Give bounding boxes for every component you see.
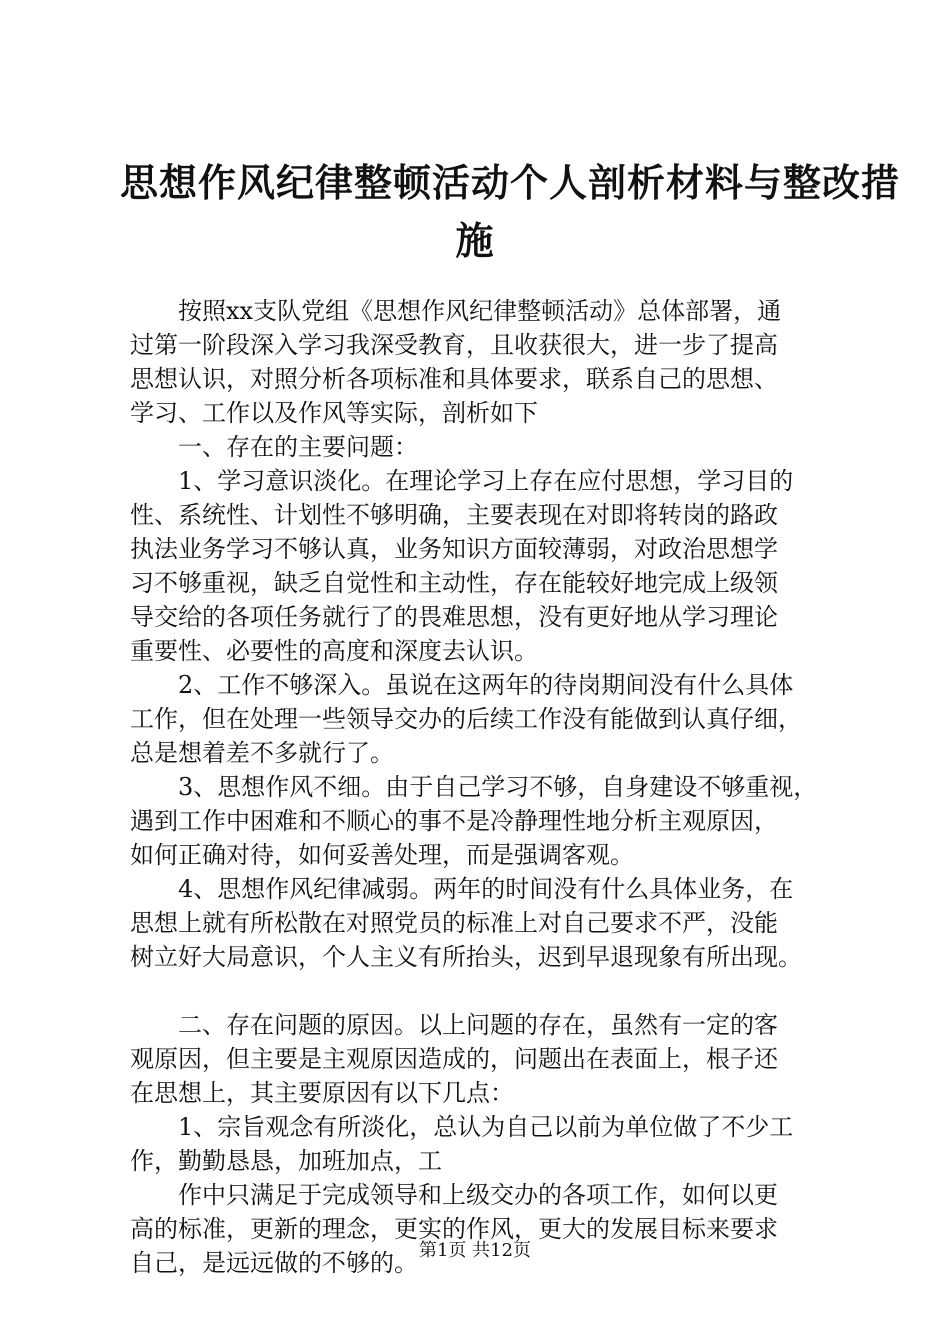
body-line: 如何正确对待，如何妥善处理，而是强调客观。 <box>130 841 634 869</box>
body-line: 4、思想作风纪律减弱。两年的时间没有什么具体业务，在 <box>130 875 794 903</box>
body-line: 过第一阶段深入学习我深受教育，且收获很大，进一步了提高 <box>130 331 778 359</box>
body-line: 树立好大局意识，个人主义有所抬头，迟到早退现象有所出现。 <box>130 943 802 971</box>
body-line: 在思想上，其主要原因有以下几点： <box>130 1079 514 1107</box>
body-line: 导交给的各项任务就行了的畏难思想，没有更好地从学习理论 <box>130 603 778 631</box>
body-line: 工作，但在处理一些领导交办的后续工作没有能做到认真仔细， <box>130 705 802 733</box>
page-number-footer: 第1页 共12页 <box>418 1240 532 1261</box>
body-line: 高的标准，更新的理念，更实的作风，更大的发展目标来要求 <box>130 1215 778 1243</box>
body-line: 1、学习意识淡化。在理论学习上存在应付思想，学习目的 <box>130 467 794 495</box>
body-line: 总是想着差不多就行了。 <box>130 739 394 767</box>
blank-line <box>130 974 830 1008</box>
body-line: 自己，是远远做的不够的。 <box>130 1249 418 1277</box>
body-line: 2、工作不够深入。虽说在这两年的待岗期间没有什么具体 <box>130 671 794 699</box>
body-line: 执法业务学习不够认真，业务知识方面较薄弱，对政治思想学 <box>130 535 778 563</box>
body-line: 学习、工作以及作风等实际，剖析如下 <box>130 399 538 427</box>
body-line: 思想上就有所松散在对照党员的标准上对自己要求不严，没能 <box>130 909 778 937</box>
body-line: 性、系统性、计划性不够明确，主要表现在对即将转岗的路政 <box>130 501 778 529</box>
document-body <box>130 294 830 1280</box>
body-line: 重要性、必要性的高度和深度去认识。 <box>130 637 538 665</box>
body-line: 3、思想作风不细。由于自己学习不够，自身建设不够重视， <box>130 773 818 801</box>
body-line: 作中只满足于完成领导和上级交办的各项工作，如何以更 <box>130 1181 778 1209</box>
body-line: 思想认识，对照分析各项标准和具体要求，联系自己的思想、 <box>130 365 778 393</box>
body-line: 作，勤勤恳恳，加班加点，工 <box>130 1147 442 1175</box>
body-line: 习不够重视，缺乏自觉性和主动性，存在能较好地完成上级领 <box>130 569 778 597</box>
document-title-line-1: 思想作风纪律整顿活动个人剖析材料与整改措 <box>120 160 901 205</box>
body-line: 按照xx支队党组《思想作风纪律整顿活动》总体部署，通 <box>130 297 782 325</box>
body-line: 1、宗旨观念有所淡化，总认为自己以前为单位做了不少工 <box>130 1113 794 1141</box>
body-line: 遇到工作中困难和不顺心的事不是冷静理性地分析主观原因， <box>130 807 778 835</box>
body-line: 观原因，但主要是主观原因造成的，问题出在表面上，根子还 <box>130 1045 778 1073</box>
section-heading: 二、存在问题的原因。以上问题的存在，虽然有一定的客 <box>130 1011 778 1039</box>
document-title-line-2: 施 <box>455 218 495 263</box>
section-heading: 一、存在的主要问题： <box>130 433 418 461</box>
